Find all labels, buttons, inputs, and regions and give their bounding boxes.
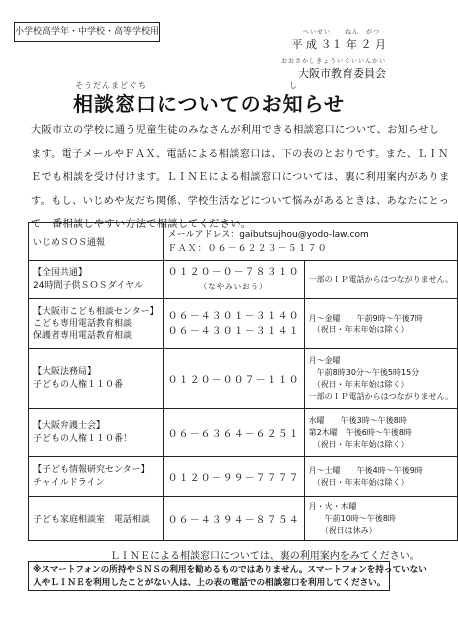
hours-cell: 水曜 午後3時～午後8時 第2木曜 午後6時～午後8時 （祝日・年末年始は除く） [304, 409, 457, 457]
phone-cell[interactable]: ０６－４３９４－８７５４ [163, 497, 304, 541]
intro-line: 大阪市立の学校に通う児童生徒のみなさんが利用できる相談窓口について、お知らせし [31, 125, 440, 136]
issue-date: 平 成 ３１ 年 ２ 月 [291, 38, 386, 51]
phone-cell[interactable]: ０１２０－９９－７７７７ [163, 457, 304, 497]
audience-label: 小学校高学年・中学校・高等学校用 [14, 22, 160, 42]
table-row [29, 299, 458, 349]
intro-line: ます。電子メールやＦＡＸ、電話による相談窓口は、下の表のとおりです。また、ＬＩＮ [31, 148, 449, 160]
page-title: 相談窓口についてのお知らせ [73, 92, 345, 116]
intro-line: Ｅでも相談を受け付けます。ＬＩＮＥによる相談窓口については、裏に利用案内がありま [31, 172, 450, 183]
phone-cell[interactable]: ０６－６３６４－６２５１ [163, 409, 304, 457]
table-row [29, 349, 458, 409]
title-ruby-shi: し [289, 81, 298, 90]
contact-cell [163, 223, 457, 261]
fax-number: ＦＡＸ：０６－６２２３－５１７０ [167, 243, 328, 254]
smartphone-warning: ※スマートフォンの所持やＳＮＳの利用を勧めるものではありません。スマートフォンを持っていない 人やＬＩＮＥを利用したことがない人は、上の表の電話での相談窓口を利用してください。 [28, 561, 390, 591]
org-cell: 【全国共通】 24時間子供ＳＯＳダイヤル [29, 261, 164, 299]
table-row [29, 497, 458, 541]
table-row [29, 223, 458, 261]
phone-cell[interactable]: ０１２０－０－７８３１０ （なやみいおう） [163, 261, 304, 299]
title-ruby: そうだんまどぐち [75, 81, 147, 90]
table-row [29, 261, 458, 299]
table-row [29, 409, 458, 457]
contact-table [28, 222, 458, 541]
org-cell: いじめＳＯＳ通報 [29, 223, 164, 261]
org-cell: 【大阪市こども相談センター】 こども専用電話教育相談 保護者専用電話教育相談 [29, 299, 164, 349]
org-cell: 【子ども情報研究センター】 チャイルドライン [29, 457, 164, 497]
issuer-ruby: おおさかしきょういくいいんかい [280, 58, 386, 65]
intro-line: て一番相談しやすい方法で相談してください。 [31, 219, 252, 230]
email-link[interactable]: メールアドレス：gaibutsujhou@yodo-law.com [167, 229, 369, 240]
hours-cell: 月～土曜 午後4時～午後9時 （祝日・年末年始は除く） [304, 457, 457, 497]
hours-cell: 月～金曜 午前8時30分～午後5時15分 （祝日・年末年始は除く） 一部のＩＰ電話からはつながりません。 [304, 349, 457, 409]
hours-cell: 月・火・木曜 午前10時～午後8時 （祝日は休み） [304, 497, 457, 541]
hours-cell: 一部のＩＰ電話からはつながりません。 [304, 261, 457, 299]
org-cell: 【大阪弁護士会】 子どもの人権１１０番！ [29, 409, 164, 457]
issuer-name: 大阪市教育委員会 [298, 67, 386, 80]
date-ruby: へいせい ねん がつ [302, 29, 380, 36]
line-guide-note: ＬＩＮＥによる相談窓口については、裏の利用案内をみてください。 [110, 551, 420, 562]
intro-line: す。もし、いじめや友だち関係、学校生活などについて悩みがあるときは、あなたにとっ [31, 195, 450, 207]
org-cell: 子ども家庭相談室 電話相談 [29, 497, 164, 541]
org-cell: 【大阪法務局】 子どもの人権１１０番 [29, 349, 164, 409]
phone-cell[interactable]: ０６－４３０１－３１４０ ０６－４３０１－３１４１ [163, 299, 304, 349]
hours-cell: 月～金曜 午前9時～午後7時 （祝日・年末年始は除く） [304, 299, 457, 349]
table-row [29, 457, 458, 497]
intro-text [31, 119, 450, 237]
phone-cell[interactable]: ０１２０－００７－１１０ [163, 349, 304, 409]
